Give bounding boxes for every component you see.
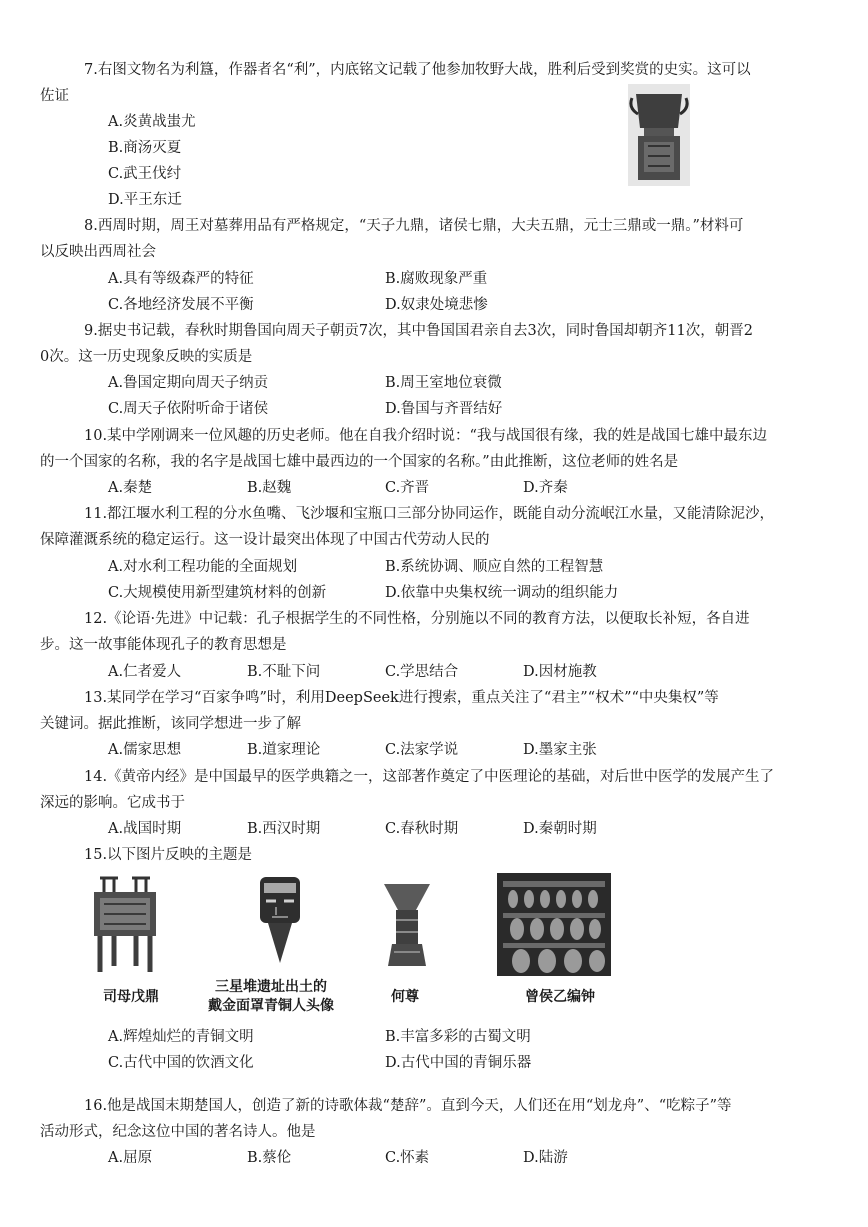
q11-option-d: D.依靠中央集权统一调动的组织能力 [385,585,619,601]
q14-option-a: A.战国时期 [108,821,182,837]
q9-option-d: D.鲁国与齐晋结好 [385,401,503,417]
q16-stem-line2: 活动形式，纪念这位中国的著名诗人。他是 [40,1124,316,1140]
q12-option-b: B.不耻下问 [247,664,321,680]
q12-option-c: C.学思结合 [385,664,459,680]
q8-option-c: C.各地经济发展不平衡 [108,297,254,313]
q15-option-d: D.古代中国的青铜乐器 [385,1055,532,1071]
q13-option-d: D.墨家主张 [523,742,597,758]
q16-option-a: A.屈原 [108,1150,153,1166]
sanxingdui-bronze-head-image [254,873,306,965]
q15-option-c: C.古代中国的饮酒文化 [108,1055,254,1071]
q7-option-d: D.平王东迁 [108,192,182,208]
q7-option-a: A.炎黄战蚩尤 [108,114,196,130]
q9-stem-line2: 0次。这一历史现象反映的实质是 [40,349,253,365]
q13-stem-line2: 关键词。据此推断，该同学想进一步了解 [40,716,301,732]
q14-stem-line1: 14.《黄帝内经》是中国最早的医学典籍之一，这部著作奠定了中医理论的基础，对后世中医学的发展产生了 [84,769,775,785]
caption-he-zun: 何尊 [391,989,419,1005]
q10-option-d: D.齐秦 [523,480,568,496]
q14-option-d: D.秦朝时期 [523,821,597,837]
q16-option-d: D.陆游 [523,1150,568,1166]
q14-option-b: B.西汉时期 [247,821,321,837]
q8-option-b: B.腐败现象严重 [385,271,488,287]
q15-stem-line1: 15.以下图片反映的主题是 [84,847,253,863]
q9-option-a: A.鲁国定期向周天子纳贡 [108,375,269,391]
q14-stem-line2: 深远的影响。它成书于 [40,795,185,811]
q11-option-c: C.大规模使用新型建筑材料的创新 [108,585,327,601]
q15-option-a: A.辉煌灿烂的青铜文明 [108,1029,254,1045]
ligui-artifact-image [628,84,690,186]
q11-option-b: B.系统协调、顺应自然的工程智慧 [385,559,604,575]
q8-stem-line2: 以反映出西周社会 [40,244,156,260]
zenghouyi-bianzhong-image [497,873,611,976]
q11-option-a: A.对水利工程功能的全面规划 [108,559,298,575]
caption-simuwu-ding: 司母戊鼎 [103,989,159,1005]
q13-option-a: A.儒家思想 [108,742,182,758]
q16-stem-line1: 16.他是战国末期楚国人，创造了新的诗歌体裁“楚辞”。直到今天，人们还在用“划龙舟”、“吃粽子”等 [84,1098,732,1114]
q11-stem-line1: 11.都江堰水利工程的分水鱼嘴、飞沙堰和宝瓶口三部分协同运作，既能自动分流岷江水量，又能清除泥沙， [84,506,775,522]
q9-option-c: C.周天子依附听命于诸侯 [108,401,269,417]
q13-option-b: B.道家理论 [247,742,321,758]
q9-stem-line1: 9.据史书记载，春秋时期鲁国向周天子朝贡7次，其中鲁国国君亲自去3次，同时鲁国却朝齐11次，朝晋2 [84,323,753,339]
q10-stem-line1: 10.某中学刚调来一位风趣的历史老师。他在自我介绍时说：“我与战国很有缘，我的姓是战国七雄中最东边 [84,428,767,444]
q10-stem-line2: 的一个国家的名称，我的名字是战国七雄中最西边的一个国家的名称。”由此推断，这位老师的姓名是 [40,454,679,470]
q10-option-c: C.齐晋 [385,480,430,496]
q13-option-c: C.法家学说 [385,742,459,758]
caption-sanxingdui-line1: 三星堆遗址出土的 [215,979,327,995]
q13-stem-line1: 13.某同学在学习“百家争鸣”时，利用DeepSeek进行搜索，重点关注了“君主”“权术”“中央集权”等 [84,690,719,706]
q7-option-c: C.武王伐纣 [108,166,182,182]
he-zun-image [382,880,432,970]
q10-option-b: B.赵魏 [247,480,292,496]
q16-option-b: B.蔡伦 [247,1150,292,1166]
simuwu-ding-image [90,876,160,976]
q16-option-c: C.怀素 [385,1150,430,1166]
q10-option-a: A.秦楚 [108,480,153,496]
q15-option-b: B.丰富多彩的古蜀文明 [385,1029,531,1045]
q12-stem-line1: 12.《论语·先进》中记载：孔子根据学生的不同性格，分别施以不同的教育方法，以便取长补短，各自进 [84,611,750,627]
q8-option-a: A.具有等级森严的特征 [108,271,254,287]
q11-stem-line2: 保障灌溉系统的稳定运行。这一设计最突出体现了中国古代劳动人民的 [40,532,490,548]
q8-option-d: D.奴隶处境悲惨 [385,297,488,313]
q7-stem-line2: 佐证 [40,88,69,104]
q12-option-a: A.仁者爱人 [108,664,182,680]
caption-sanxingdui-line2: 戴金面罩青铜人头像 [208,998,334,1014]
q9-option-b: B.周王室地位衰微 [385,375,502,391]
q12-stem-line2: 步。这一故事能体现孔子的教育思想是 [40,637,287,653]
q14-option-c: C.春秋时期 [385,821,459,837]
q8-stem-line1: 8.西周时期，周王对墓葬用品有严格规定，“天子九鼎，诸侯七鼎，大夫五鼎，元士三鼎或一鼎。”材料可 [84,218,744,234]
q7-stem-line1: 7.右图文物名为利簋，作器者名“利”，内底铭文记载了他参加牧野大战，胜利后受到奖赏的史实。这可以 [84,62,751,78]
q7-option-b: B.商汤灭夏 [108,140,182,156]
caption-bianzhong: 曾侯乙编钟 [525,989,595,1005]
q12-option-d: D.因材施教 [523,664,597,680]
